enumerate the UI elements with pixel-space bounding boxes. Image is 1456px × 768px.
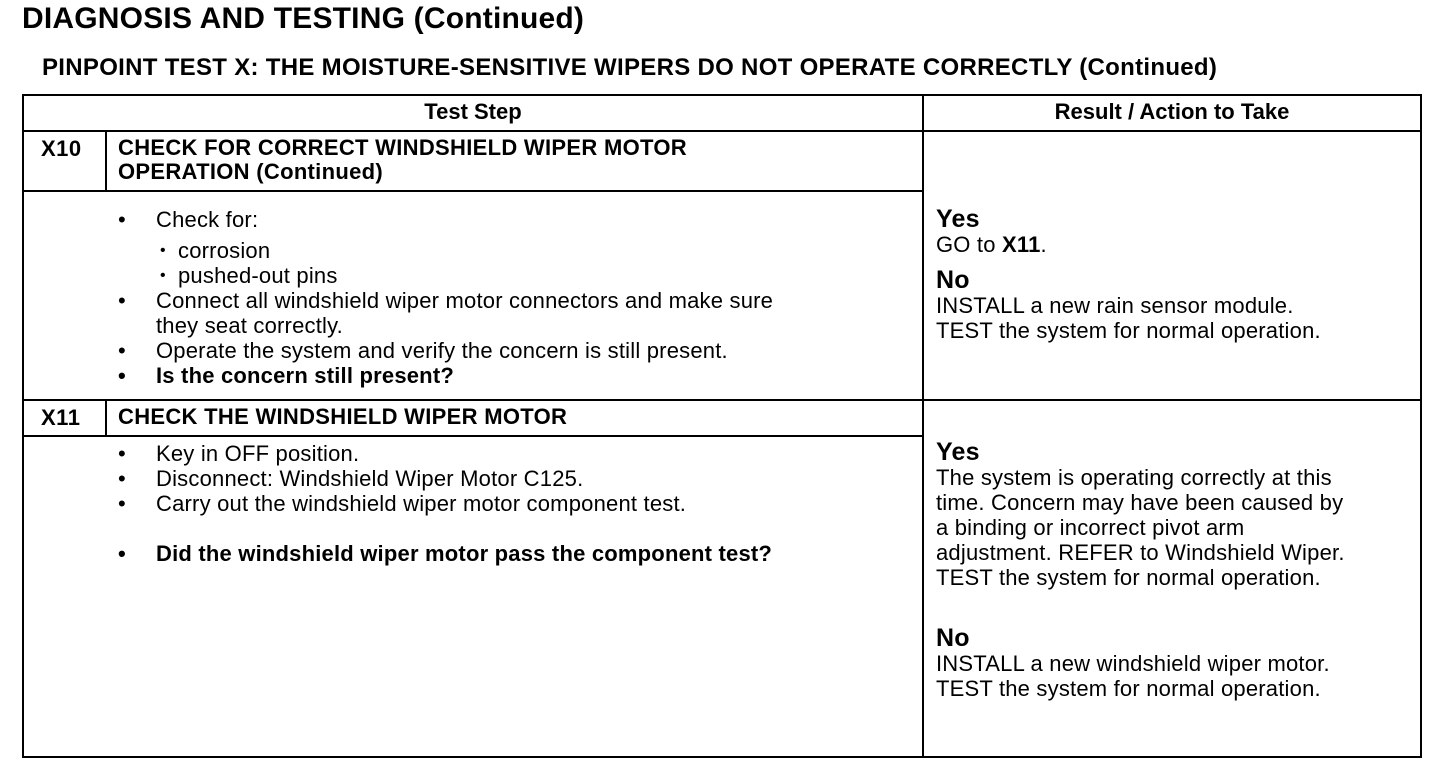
- step-instructions-x11: [118, 441, 772, 566]
- no-action-x11-line: INSTALL a new windshield wiper motor.: [936, 651, 1330, 676]
- list-item: • Carry out the windshield wiper motor component test.: [118, 491, 772, 516]
- page-title: DIAGNOSIS AND TESTING (Continued): [22, 2, 585, 35]
- step-number-divider-x11: [105, 399, 107, 437]
- list-item: • Key in OFF position.: [118, 441, 772, 466]
- yes-action-x11-line: adjustment. REFER to Windshield Wiper.: [936, 540, 1345, 565]
- step-question-x11: • Did the windshield wiper motor pass the component test?: [118, 541, 772, 566]
- step-title-divider-x10: [24, 190, 922, 192]
- yes-label-x11: Yes: [936, 438, 980, 466]
- step-title-x10: [118, 136, 687, 184]
- header-divider: [24, 130, 1420, 132]
- go-to-text: GO to: [936, 232, 996, 257]
- step-question-x10: • Is the concern still present?: [118, 363, 773, 388]
- no-label-x10: No: [936, 266, 970, 294]
- check-for-label: Check for:: [156, 207, 259, 232]
- pinpoint-test-title: PINPOINT TEST X: THE MOISTURE-SENSITIVE WIPERS DO NOT OPERATE CORRECTLY (Continued): [42, 54, 1218, 81]
- yes-action-x11-line: a binding or incorrect pivot arm: [936, 515, 1245, 540]
- go-to-step-link: X11: [1002, 232, 1041, 257]
- connect-line2: they seat correctly.: [156, 313, 343, 338]
- yes-action-x11-line: The system is operating correctly at this: [936, 465, 1332, 490]
- no-label-x11: No: [936, 624, 970, 652]
- step-number-x11: X11: [41, 405, 81, 430]
- check-for-sublist: [156, 238, 773, 288]
- yes-action-x10: [936, 232, 1321, 257]
- header-test-step: Test Step: [424, 99, 522, 124]
- step-number-divider-x10: [105, 130, 107, 192]
- result-x10: [936, 207, 1321, 343]
- row-divider: [24, 399, 1420, 401]
- list-item: • pushed-out pins: [156, 263, 773, 288]
- list-item: • corrosion: [156, 238, 773, 263]
- result-x11: [936, 440, 1345, 701]
- yes-action-x11-line: time. Concern may have been caused by: [936, 490, 1344, 515]
- go-to-period: .: [1040, 232, 1047, 257]
- yes-action-x11-line: TEST the system for normal operation.: [936, 565, 1321, 590]
- no-action-x10-line2: TEST the system for normal operation.: [936, 318, 1321, 343]
- no-action-x11-line: TEST the system for normal operation.: [936, 676, 1321, 701]
- step-number-x10: X10: [41, 136, 82, 161]
- yes-label-x10: Yes: [936, 205, 980, 233]
- step-title-x11: CHECK THE WINDSHIELD WIPER MOTOR: [118, 404, 568, 429]
- step-title-divider-x11: [24, 435, 922, 437]
- step-title-x10-line1: CHECK FOR CORRECT WINDSHIELD WIPER MOTOR: [118, 135, 687, 160]
- list-item: • Disconnect: Windshield Wiper Motor C125.: [118, 466, 772, 491]
- list-item: [118, 288, 773, 338]
- no-action-x10-line1: INSTALL a new rain sensor module.: [936, 293, 1294, 318]
- connect-line1: • Connect all windshield wiper motor connectors and make sure: [156, 288, 774, 313]
- step-title-x10-line2: OPERATION (Continued): [118, 159, 383, 184]
- pinpoint-test-table: [22, 94, 1422, 758]
- list-item: [118, 207, 773, 288]
- step-instructions-x10: [118, 207, 773, 388]
- column-divider-result: [922, 96, 924, 756]
- header-result-action: Result / Action to Take: [1054, 99, 1290, 124]
- list-item: • Operate the system and verify the concern is still present.: [118, 338, 773, 363]
